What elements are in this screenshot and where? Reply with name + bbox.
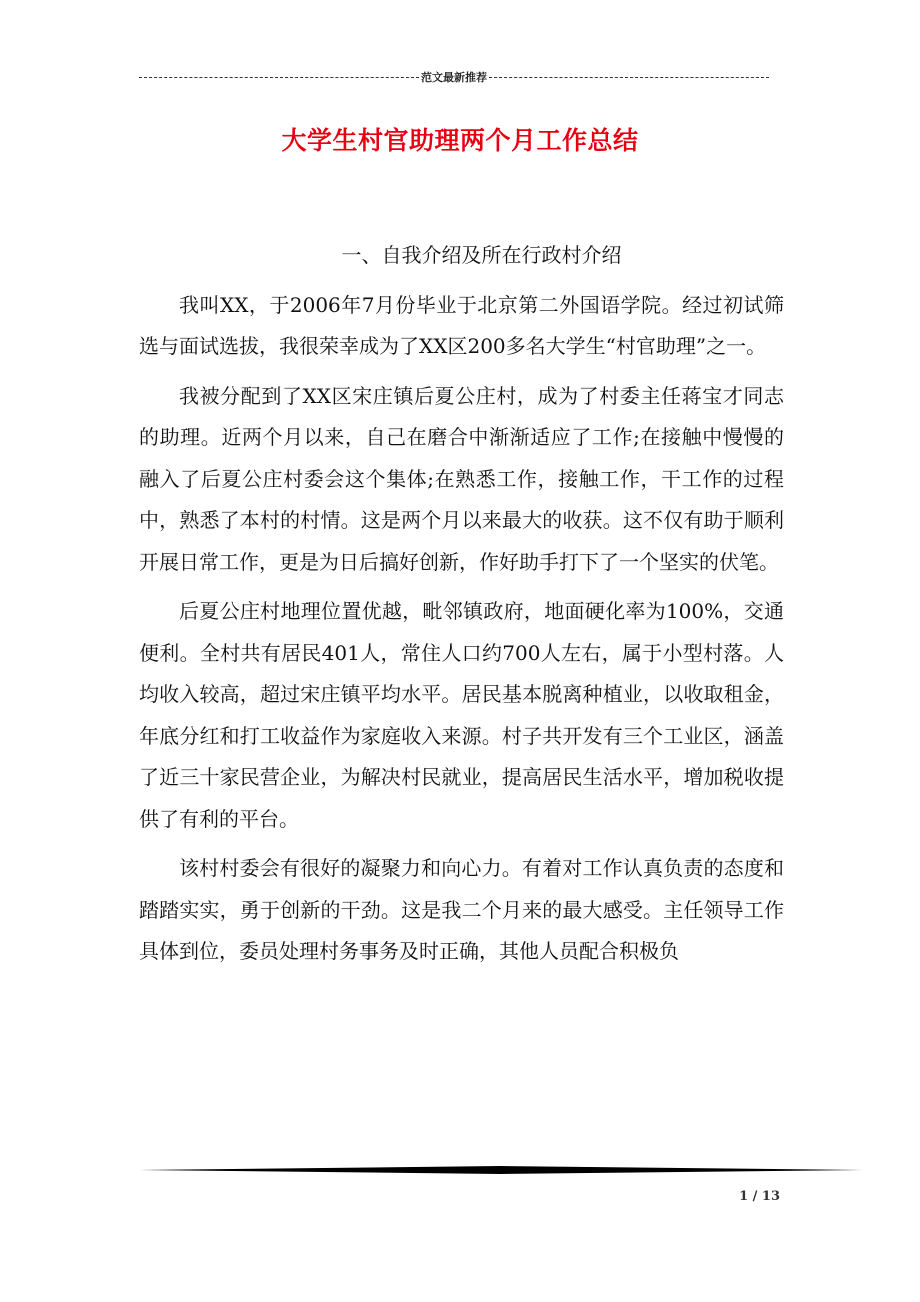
paragraph-assignment: 我被分配到了XX区宋庄镇后夏公庄村，成为了村委主任蒋宝才同志的助理。近两个月以来，自己在磨合中渐渐适应了工作;在接触中慢慢的融入了后夏公庄村委会这个集体;在熟悉工作，接触工作，干工作的过程中，熟悉了本村的村情。这是两个月以来最大的收获。这不仅有助于顺利开展日常工作，更是为日后搞好创新，作好助手打下了一个坚实的伏笔。 [139, 383, 784, 574]
paragraph-committee: 该村村委会有很好的凝聚力和向心力。有着对工作认真负责的态度和踏踏实实，勇于创新的干劲。这是我二个月来的最大感受。主任领导工作具体到位，委员处理村务事务及时正确，其他人员配合积极负 [139, 856, 784, 963]
paragraph-intro: 我叫XX，于2006年7月份毕业于北京第二外国语学院。经过初试筛选与面试选拔，我很荣幸成为了XX区200多名大学生“村官助理”之一。 [139, 292, 784, 358]
document-title: 大学生村官助理两个月工作总结 [281, 126, 639, 155]
document-body [139, 235, 784, 981]
footer-divider [139, 1166, 863, 1174]
page-number: 1 / 13 [739, 1189, 780, 1204]
header-dash-left [139, 77, 419, 78]
header-dash-right [489, 77, 769, 78]
page-header [139, 67, 769, 87]
section-heading: 一、自我介绍及所在行政村介绍 [341, 243, 622, 267]
paragraph-village-profile: 后夏公庄村地理位置优越，毗邻镇政府，地面硬化率为100%，交通便利。全村共有居民401人，常住人口约700人左右，属于小型村落。人均收入较高，超过宋庄镇平均水平。居民基本脱离种植业，以收取租金，年底分红和打工收益作为家庭收入来源。村子共开发有三个工业区，涵盖了近三十家民营企业，为解决村民就业，提高居民生活水平，增加税收提供了有利的平台。 [139, 599, 784, 831]
header-label: 范文最新推荐 [421, 71, 487, 84]
